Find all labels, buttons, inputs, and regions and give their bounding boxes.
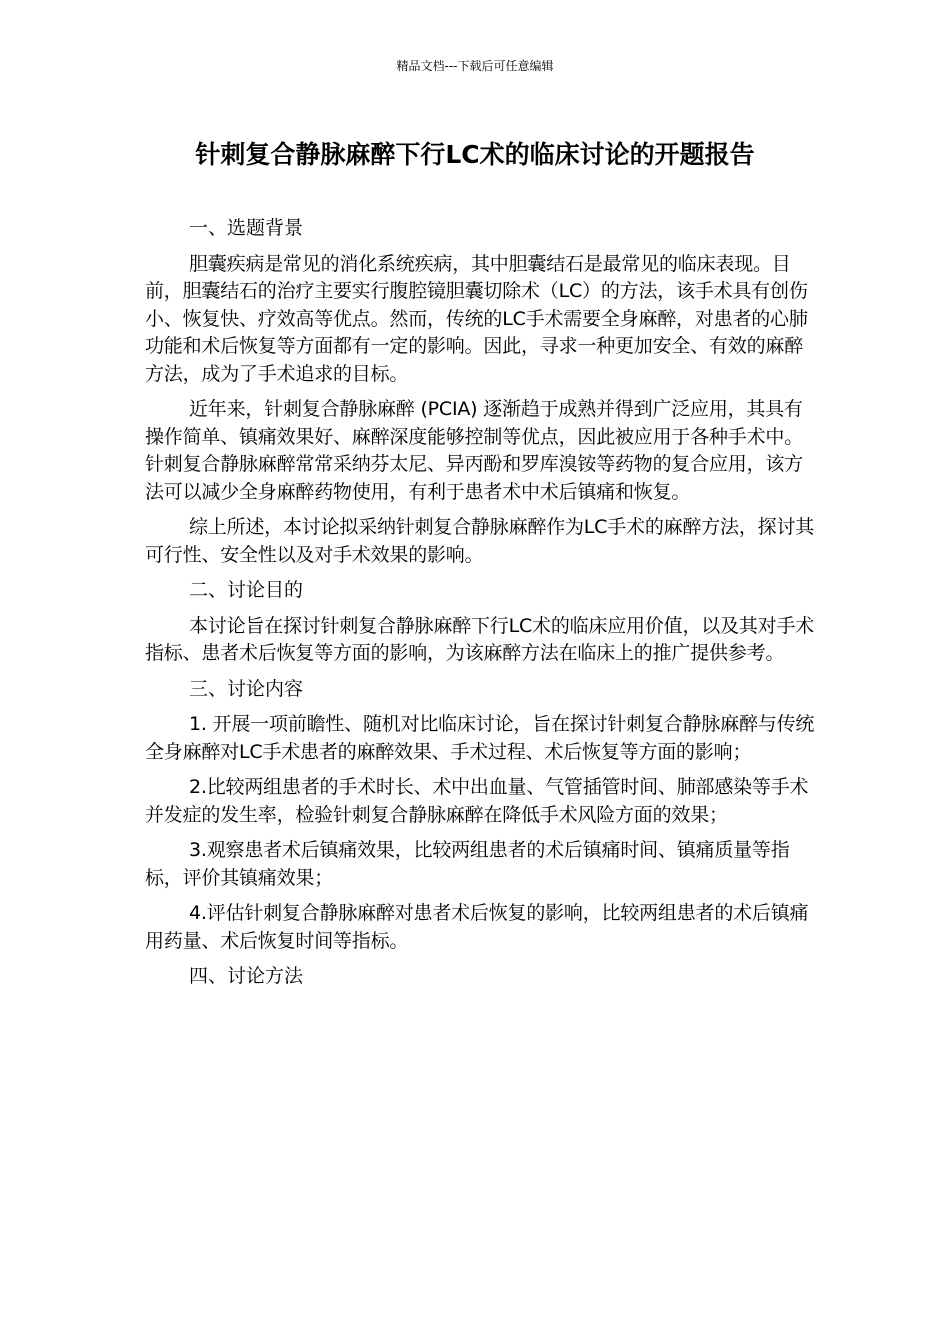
document-body: [145, 215, 815, 999]
section-heading-method: 四、讨论方法: [189, 965, 304, 987]
paragraph: 近年来，针刺复合静脉麻醉 (PCIA) 逐渐趋于成熟并得到广泛应用，其具有操作简单、镇痛效果好、麻醉深度能够控制等优点，因此被应用于各种手术中。针刺复合静脉麻醉常常采纳芬太尼、异丙酚和罗库溴铵等药物的复合应用，该方法可以减少全身麻醉药物使用，有利于患者术中术后镇痛和恢复。: [145, 398, 804, 503]
paragraph: 胆囊疾病是常见的消化系统疾病，其中胆囊结石是最常见的临床表现。目前，胆囊结石的治疗主要实行腹腔镜胆囊切除术（LC）的方法，该手术具有创伤小、恢复快、疗效高等优点。然而，传统的LC手术需要全身麻醉，对患者的心肺功能和术后恢复等方面都有一定的影响。因此，寻求一种更加安全、有效的麻醉方法，成为了手术追求的目标。: [145, 252, 808, 385]
paragraph: 本讨论旨在探讨针刺复合静脉麻醉下行LC术的临床应用价值，以及其对手术指标、患者术后恢复等方面的影响，为该麻醉方法在临床上的推广提供参考。: [145, 614, 815, 664]
section-heading-purpose: 二、讨论目的: [189, 579, 304, 601]
list-item: 2.比较两组患者的手术时长、术中出血量、气管插管时间、肺部感染等手术并发症的发生率，检验针刺复合静脉麻醉在降低手术风险方面的效果；: [145, 776, 809, 826]
paragraph: 综上所述，本讨论拟采纳针刺复合静脉麻醉作为LC手术的麻醉方法，探讨其可行性、安全性以及对手术效果的影响。: [145, 516, 815, 566]
list-item: 3.观察患者术后镇痛效果，比较两组患者的术后镇痛时间、镇痛质量等指标，评价其镇痛效果；: [145, 839, 790, 889]
list-item: 4.评估针刺复合静脉麻醉对患者术后恢复的影响，比较两组患者的术后镇痛用药量、术后恢复时间等指标。: [145, 902, 809, 952]
document-title: 针刺复合静脉麻醉下行LC术的临床讨论的开题报告: [195, 140, 755, 169]
header-note: 精品文档---下载后可任意编辑: [396, 59, 554, 73]
section-heading-background: 一、选题背景: [189, 217, 304, 239]
section-heading-content: 三、讨论内容: [189, 677, 304, 700]
list-item: 1. 开展一项前瞻性、随机对比临床讨论，旨在探讨针刺复合静脉麻醉与传统全身麻醉对LC手术患者的麻醉效果、手术过程、术后恢复等方面的影响；: [145, 713, 815, 763]
